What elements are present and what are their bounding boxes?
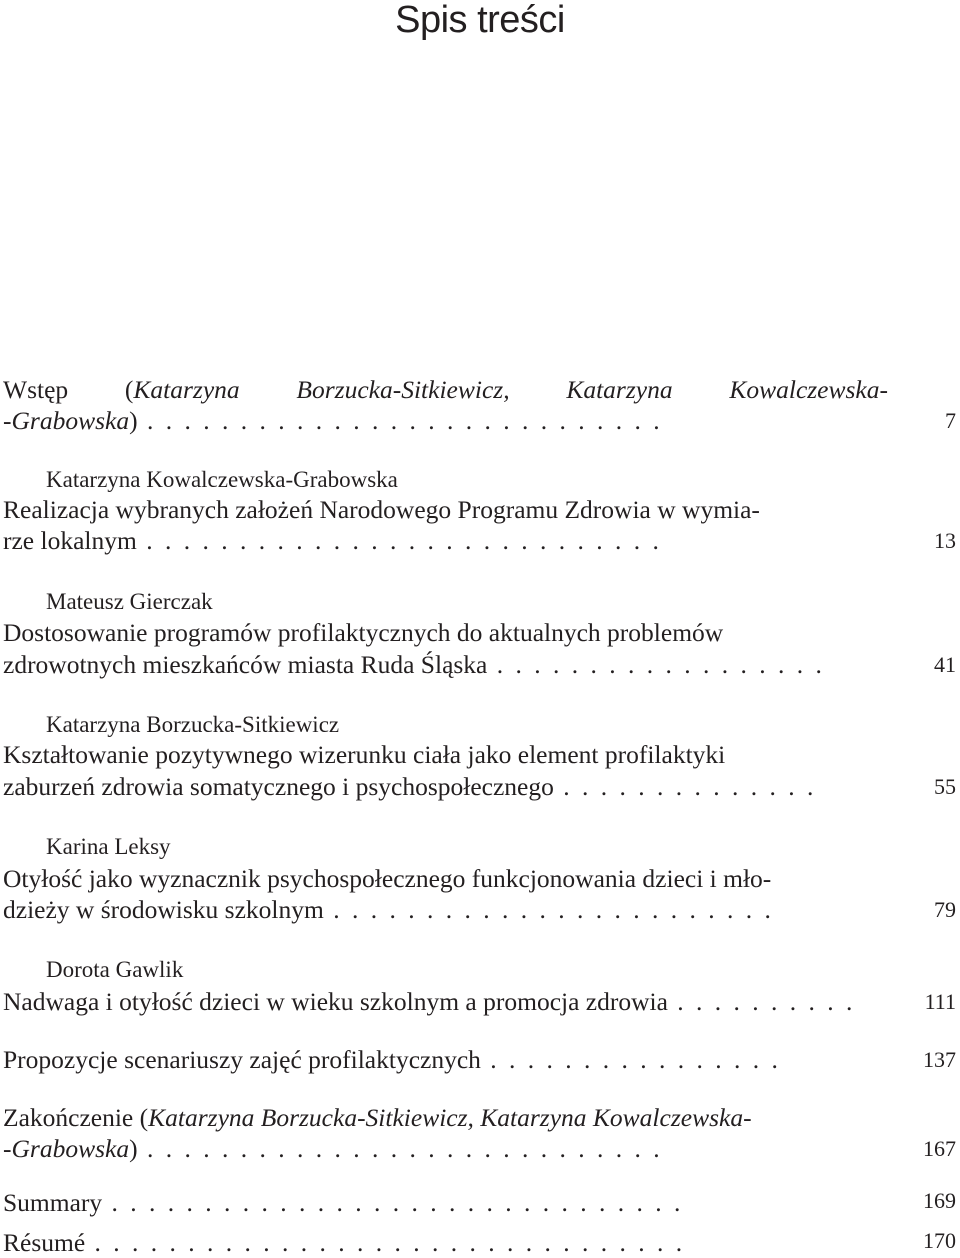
- page-number: 7: [945, 408, 956, 433]
- page-number: 55: [934, 774, 956, 799]
- toc-entry-line: Otyłość jako wyznacznik psychospołecznego funkcjonowania dzieci i mło-: [3, 864, 772, 893]
- entry-author: Karina Leksy: [46, 834, 171, 859]
- entry-author-word: Katarzyna: [133, 375, 240, 404]
- page-number: 41: [934, 652, 956, 677]
- dot-leader: . . . . . . . . . . . . . . . .: [480, 1045, 781, 1074]
- toc-entry-line: [3, 526, 888, 556]
- page-number: 169: [923, 1188, 956, 1213]
- entry-author: Dorota Gawlik: [46, 957, 184, 982]
- entry-title: Nadwaga i otyłość dzieci w wieku szkolnym a promocja zdrowia: [3, 987, 668, 1016]
- dot-leader: . . . . . . . . . . . . . . . . . . . . . . . .: [323, 895, 774, 924]
- entry-title: Résumé: [3, 1228, 86, 1257]
- dot-leader: . . . . . . . . . .: [667, 987, 856, 1016]
- entry-author-continuation: -Grabowska: [3, 1134, 130, 1163]
- toc-entry-line: [3, 375, 888, 405]
- page-number: 111: [924, 989, 956, 1014]
- entry-title-continuation: zdrowotnych mieszkańców miasta Ruda Śląska: [3, 650, 488, 679]
- dot-leader: . . . . . . . . . . . . . . . . . . . . . . . . . . . . . . .: [102, 1188, 684, 1217]
- entry-paren: ): [129, 1134, 138, 1163]
- toc-entry-line: [3, 1103, 888, 1133]
- toc-entry-line: [3, 1188, 888, 1218]
- entry-author-word: Kowalczewska-: [729, 375, 888, 404]
- entry-title: Zakończenie (: [3, 1103, 149, 1132]
- toc-entry-line: Dostosowanie programów profilaktycznych do aktualnych problemów: [3, 618, 724, 647]
- page-number: 170: [923, 1228, 956, 1253]
- entry-author: Mateusz Gierczak: [46, 589, 213, 614]
- entry-title: Summary: [3, 1188, 103, 1217]
- toc-entry-line: [3, 895, 888, 925]
- entry-title-continuation: zaburzeń zdrowia somatycznego i psychospołecznego: [3, 772, 554, 801]
- entry-title-continuation: rze lokalnym: [3, 526, 137, 555]
- entry-authors: Katarzyna Borzucka-Sitkiewicz, Katarzyna Kowalczewska-: [148, 1103, 752, 1132]
- toc-entry-line: Realizacja wybranych założeń Narodowego Programu Zdrowia w wymia-: [3, 495, 760, 524]
- entry-paren: ): [129, 406, 138, 435]
- dot-leader: . . . . . . . . . . . . . . . . . . . . . . . . . . . .: [137, 1134, 663, 1163]
- entry-paren: (: [124, 375, 134, 404]
- dot-leader: . . . . . . . . . . . . . . . . . . . . . . . . . . . .: [136, 526, 662, 555]
- page-number: 79: [934, 897, 956, 922]
- entry-title-word: Wstęp: [3, 375, 69, 404]
- entry-title-continuation: dzieży w środowisku szkolnym: [3, 895, 324, 924]
- toc-entry-line: [3, 406, 888, 436]
- toc-entry-line: Kształtowanie pozytywnego wizerunku ciała jako element profilaktyki: [3, 740, 726, 769]
- entry-author: Katarzyna Borzucka-Sitkiewicz: [46, 712, 340, 737]
- page-number: 167: [923, 1136, 956, 1161]
- entry-author: Katarzyna Kowalczewska-Grabowska: [46, 467, 398, 492]
- toc-entry-line: [3, 1134, 888, 1164]
- entry-title: Propozycje scenariuszy zajęć profilaktycznych: [3, 1045, 481, 1074]
- toc-entry-line: [3, 650, 888, 680]
- toc-entry-line: [3, 987, 888, 1017]
- dot-leader: . . . . . . . . . . . . . . . . . .: [487, 650, 825, 679]
- dot-leader: . . . . . . . . . . . . . .: [553, 772, 817, 801]
- page-number: 137: [923, 1047, 956, 1072]
- dot-leader: . . . . . . . . . . . . . . . . . . . . . . . . . . . .: [137, 406, 663, 435]
- toc-entry-line: [3, 1045, 888, 1075]
- entry-author-word: Borzucka-Sitkiewicz,: [296, 375, 510, 404]
- page-title: Spis treści: [395, 0, 565, 41]
- page-number: 13: [934, 528, 956, 553]
- dot-leader: . . . . . . . . . . . . . . . . . . . . . . . . . . . . . . . .: [85, 1228, 686, 1257]
- entry-author-word: Katarzyna: [566, 375, 673, 404]
- entry-author-continuation: -Grabowska: [3, 406, 130, 435]
- toc-entry-line: [3, 772, 888, 802]
